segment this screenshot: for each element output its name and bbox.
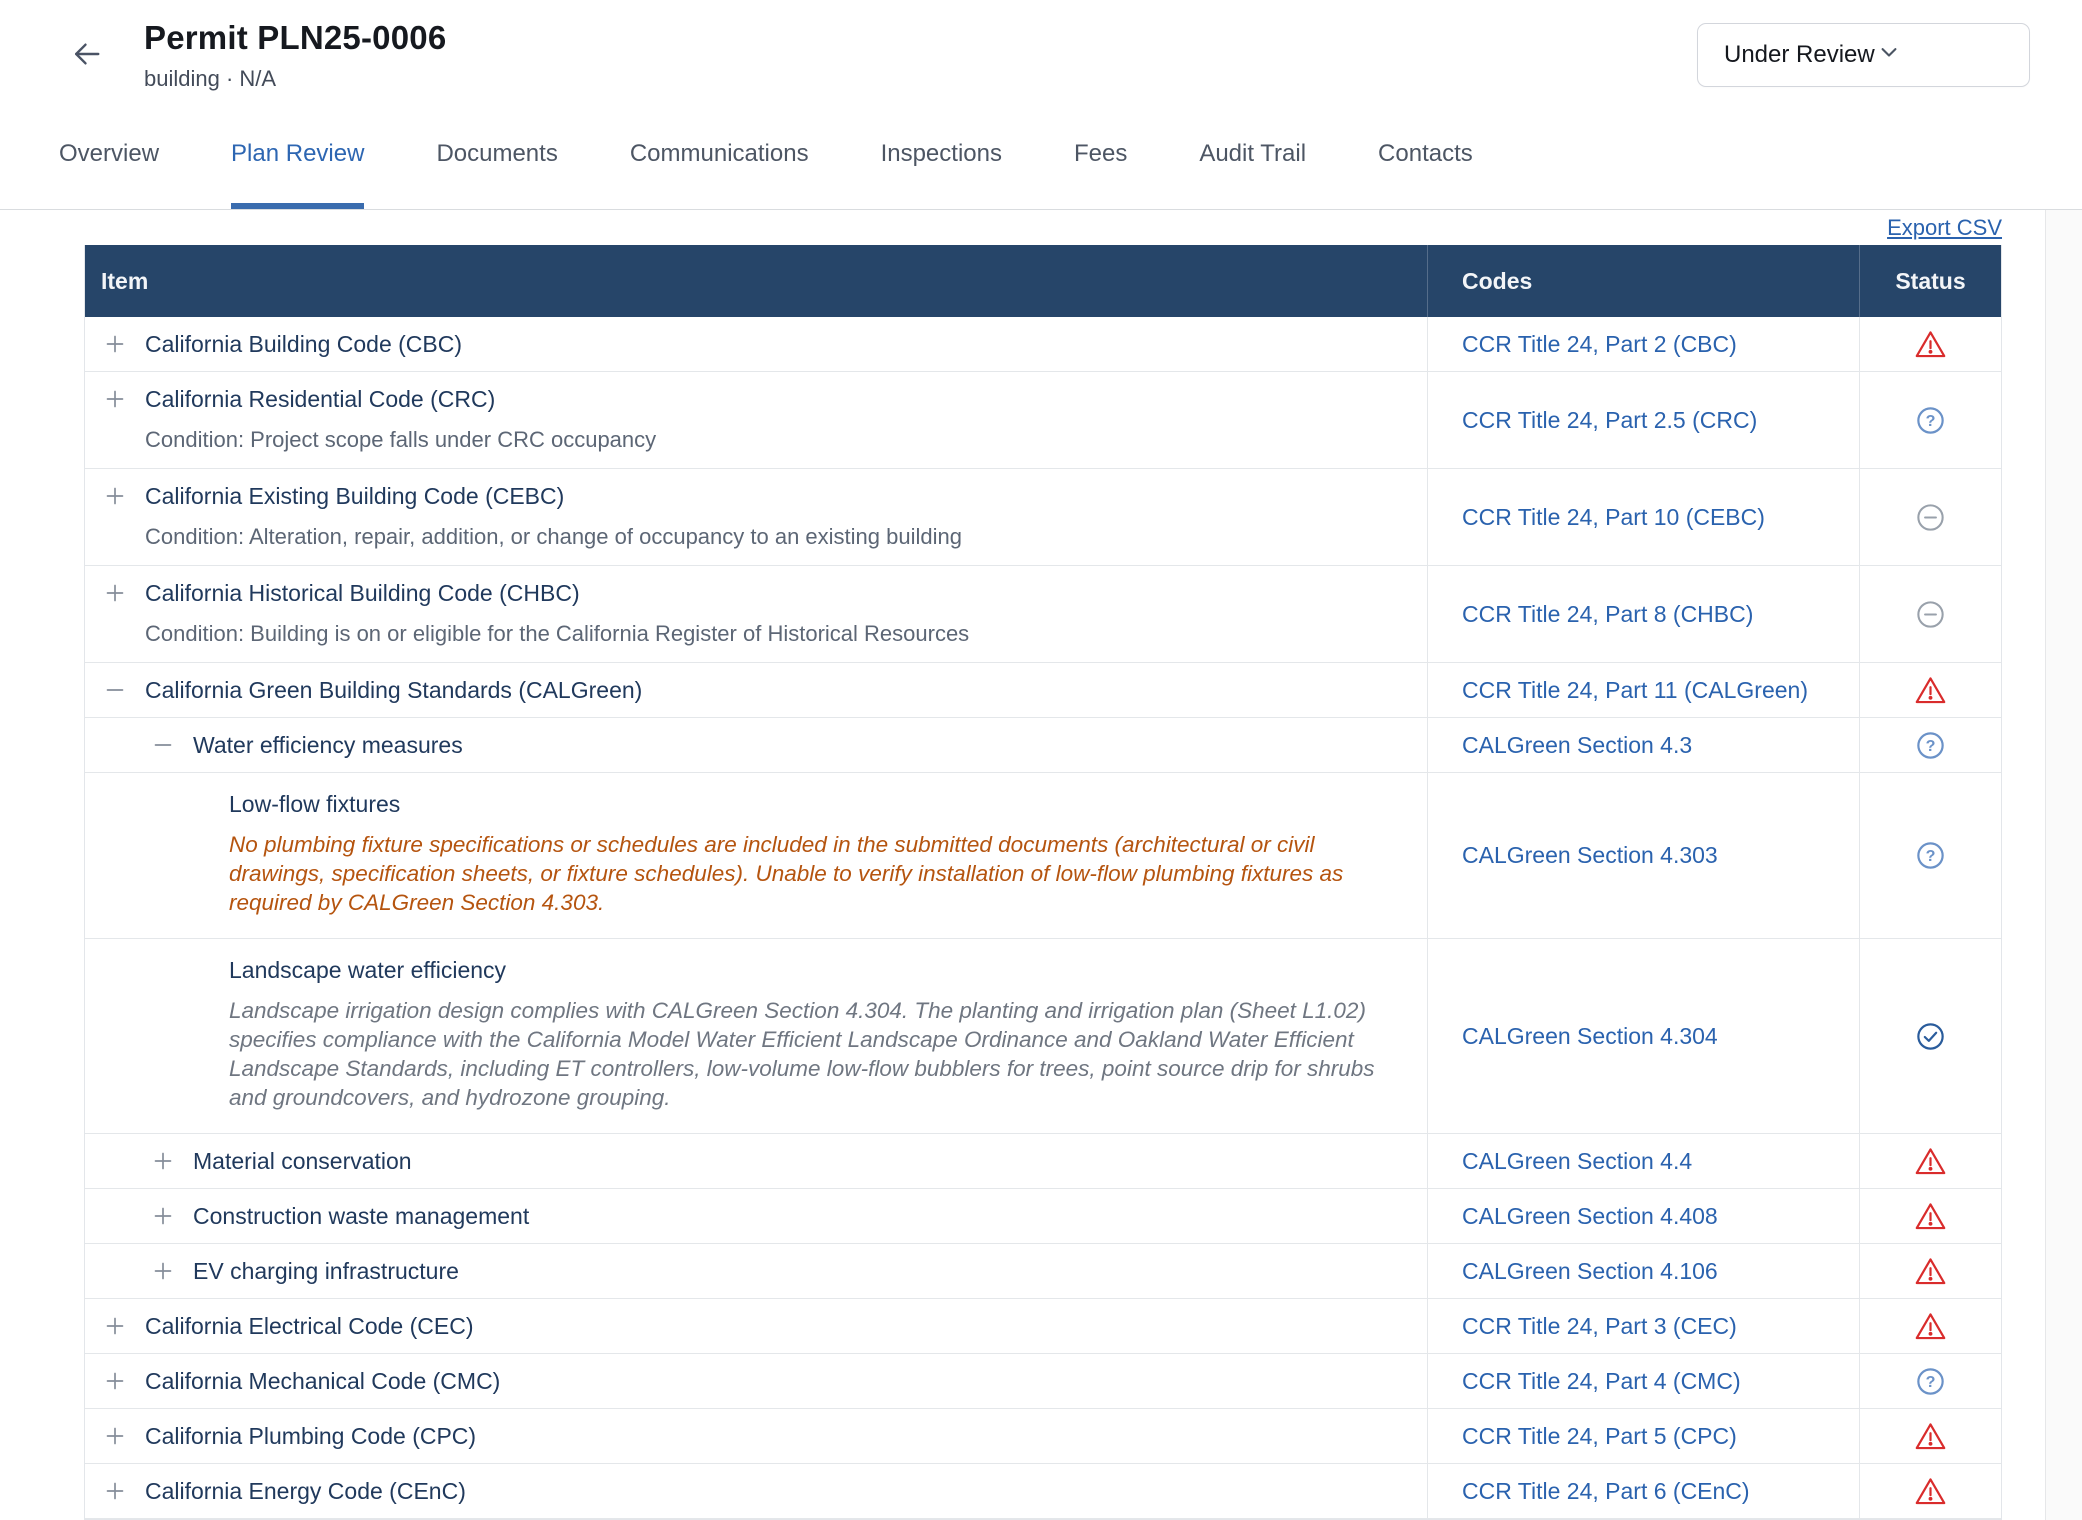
table-header-row — [85, 245, 2001, 317]
codes-cell — [1427, 1134, 1859, 1188]
item-title: Material conservation — [193, 1148, 412, 1174]
status-question-icon[interactable] — [1915, 730, 1946, 761]
page-header — [0, 0, 2082, 110]
code-link[interactable]: CCR Title 24, Part 6 (CEnC) — [1462, 1477, 1750, 1504]
status-cell — [1859, 663, 2001, 717]
item-title: EV charging infrastructure — [193, 1258, 459, 1284]
item-text-block — [145, 1422, 476, 1450]
codes-cell — [1427, 663, 1859, 717]
code-link[interactable]: CCR Title 24, Part 3 (CEC) — [1462, 1312, 1737, 1339]
table-row — [85, 1354, 2001, 1409]
item-title: California Electrical Code (CEC) — [145, 1313, 474, 1339]
back-button[interactable] — [63, 31, 111, 79]
code-link[interactable]: CCR Title 24, Part 11 (CALGreen) — [1462, 676, 1808, 703]
table-row — [85, 1299, 2001, 1354]
item-text-block — [145, 482, 962, 552]
item-title: California Green Building Standards (CALGreen) — [145, 677, 643, 703]
expand-plus-icon[interactable] — [151, 1149, 175, 1173]
tab-audit-trail[interactable]: Audit Trail — [1199, 140, 1307, 167]
status-dropdown[interactable] — [1697, 23, 2030, 87]
item-title: California Historical Building Code (CHBC) — [145, 580, 580, 606]
status-cell — [1859, 372, 2001, 468]
codes-cell — [1427, 1244, 1859, 1298]
tab-bar — [0, 110, 2082, 210]
item-text-block — [193, 1147, 412, 1175]
status-cell — [1859, 1189, 2001, 1243]
codes-cell — [1427, 773, 1859, 938]
status-cell — [1859, 1134, 2001, 1188]
item-title: California Existing Building Code (CEBC) — [145, 483, 565, 509]
page-subtitle: building · N/A — [144, 65, 277, 91]
table-row — [85, 1189, 2001, 1244]
status-excluded-icon[interactable] — [1915, 502, 1946, 533]
tab-overview[interactable]: Overview — [59, 140, 160, 167]
status-cell — [1859, 1354, 2001, 1408]
expand-plus-icon[interactable] — [103, 387, 127, 411]
item-title: Construction waste management — [193, 1203, 530, 1229]
item-title: California Mechanical Code (CMC) — [145, 1368, 501, 1394]
item-cell — [85, 773, 1427, 938]
status-question-icon[interactable] — [1915, 1366, 1946, 1397]
codes-cell — [1427, 1409, 1859, 1463]
item-cell — [85, 1189, 1427, 1243]
tab-inspections[interactable]: Inspections — [880, 140, 1002, 167]
code-link[interactable]: CCR Title 24, Part 2.5 (CRC) — [1462, 406, 1758, 433]
table-toolbar — [0, 210, 2082, 245]
tab-documents[interactable]: Documents — [436, 140, 558, 167]
item-cell — [85, 1134, 1427, 1188]
item-cell — [85, 469, 1427, 565]
status-warning-icon[interactable] — [1914, 1311, 1947, 1342]
svg-text:?: ? — [1925, 411, 1936, 430]
page-title: Permit PLN25-0006 — [144, 18, 447, 56]
arrow-left-icon — [69, 36, 105, 75]
table-row — [85, 566, 2001, 663]
item-text-block — [193, 1257, 459, 1285]
codes-cell — [1427, 1464, 1859, 1518]
codes-cell — [1427, 1354, 1859, 1408]
item-text-block — [229, 790, 1399, 917]
expand-plus-icon[interactable] — [103, 484, 127, 508]
column-header-item: Item — [101, 267, 149, 294]
code-link[interactable]: CCR Title 24, Part 4 (CMC) — [1462, 1367, 1741, 1394]
codes-cell — [1427, 1299, 1859, 1353]
table-row — [85, 663, 2001, 718]
status-warning-icon[interactable] — [1914, 329, 1947, 360]
expand-plus-icon[interactable] — [103, 1369, 127, 1393]
codes-cell — [1427, 1189, 1859, 1243]
status-cell — [1859, 1299, 2001, 1353]
item-text-block — [145, 1312, 474, 1340]
table-row — [85, 317, 2001, 372]
status-pass-icon[interactable] — [1915, 1021, 1946, 1052]
finding-note: Landscape irrigation design complies with CALGreen Section 4.304. The planting and irrigation plan (Sheet L1.02) specifies compliance with the California Model Water Efficient Landscape Ordinance and Oakland Water Efficient Landscape Standards, including ET controllers, low-volume low-flow bubblers for trees, point source drip for shrubs and groundcovers, and hydrozone grouping. — [229, 998, 1375, 1110]
status-cell — [1859, 317, 2001, 371]
finding-note: No plumbing fixture specifications or schedules are included in the submitted documents (architectural or civil drawings, specification sheets, or fixture schedules). Unable to verify installation of low-flow plumbing fixtures as required by CALGreen Section 4.303. — [229, 832, 1344, 915]
table-row — [85, 1244, 2001, 1299]
item-title: California Building Code (CBC) — [145, 331, 463, 357]
expand-plus-icon[interactable] — [151, 1204, 175, 1228]
status-question-icon[interactable] — [1915, 840, 1946, 871]
item-cell — [85, 1354, 1427, 1408]
collapse-minus-icon[interactable] — [103, 678, 127, 702]
code-link[interactable]: CCR Title 24, Part 8 (CHBC) — [1462, 600, 1754, 627]
codes-cell — [1427, 566, 1859, 662]
code-link[interactable]: CALGreen Section 4.304 — [1462, 1022, 1718, 1049]
codes-cell — [1427, 317, 1859, 371]
status-question-icon[interactable] — [1915, 405, 1946, 436]
column-header-status: Status — [1859, 245, 2001, 317]
tab-communications[interactable]: Communications — [629, 140, 809, 167]
tab-plan-review[interactable]: Plan Review — [231, 140, 364, 209]
status-warning-icon[interactable] — [1914, 1256, 1947, 1287]
item-text-block — [145, 330, 462, 358]
status-warning-icon[interactable] — [1914, 1201, 1947, 1232]
status-dropdown-label: Under Review — [1724, 41, 1875, 68]
code-link[interactable]: CCR Title 24, Part 10 (CEBC) — [1462, 503, 1765, 530]
item-cell — [85, 1299, 1427, 1353]
svg-text:?: ? — [1925, 846, 1936, 865]
item-text-block — [229, 956, 1399, 1112]
status-warning-icon[interactable] — [1914, 1146, 1947, 1177]
item-text-block — [193, 731, 463, 759]
status-warning-icon[interactable] — [1914, 1421, 1947, 1452]
status-cell — [1859, 1409, 2001, 1463]
item-text-block — [145, 676, 642, 704]
table-row — [85, 469, 2001, 566]
codes-cell — [1427, 939, 1859, 1133]
item-title: Landscape water efficiency — [229, 957, 507, 983]
expand-plus-icon[interactable] — [151, 1259, 175, 1283]
code-link[interactable]: CCR Title 24, Part 5 (CPC) — [1462, 1422, 1737, 1449]
status-cell — [1859, 1244, 2001, 1298]
column-header-codes: Codes — [1427, 245, 1859, 317]
item-title: California Residential Code (CRC) — [145, 386, 496, 412]
expand-plus-icon[interactable] — [103, 332, 127, 356]
code-link[interactable]: CCR Title 24, Part 2 (CBC) — [1462, 330, 1737, 357]
item-title: Water efficiency measures — [193, 732, 463, 758]
item-title: Low-flow fixtures — [229, 791, 401, 817]
expand-plus-icon[interactable] — [103, 1314, 127, 1338]
table-row — [85, 939, 2001, 1134]
table-row — [85, 718, 2001, 773]
condition-text: Condition: Alteration, repair, addition, or change of occupancy to an existing building — [145, 524, 962, 549]
codes-cell — [1427, 718, 1859, 772]
expand-plus-icon[interactable] — [103, 1424, 127, 1448]
status-cell — [1859, 939, 2001, 1133]
tab-fees[interactable]: Fees — [1073, 140, 1128, 167]
item-text-block — [145, 1367, 500, 1395]
export-csv-link[interactable]: Export CSV — [1887, 214, 2002, 240]
status-cell — [1859, 1464, 2001, 1518]
item-cell — [85, 939, 1427, 1133]
status-cell — [1859, 718, 2001, 772]
item-text-block — [145, 385, 656, 455]
code-link[interactable]: CALGreen Section 4.3 — [1462, 731, 1693, 758]
item-title: California Plumbing Code (CPC) — [145, 1423, 477, 1449]
svg-text:?: ? — [1925, 1372, 1936, 1391]
table-row — [85, 1134, 2001, 1189]
expand-plus-icon[interactable] — [103, 1479, 127, 1503]
status-cell — [1859, 469, 2001, 565]
plan-review-table — [84, 245, 2002, 1520]
item-cell — [85, 718, 1427, 772]
codes-cell — [1427, 372, 1859, 468]
table-row — [85, 1409, 2001, 1464]
status-cell — [1859, 773, 2001, 938]
status-cell — [1859, 566, 2001, 662]
codes-cell — [1427, 469, 1859, 565]
collapse-minus-icon[interactable] — [151, 733, 175, 757]
item-cell — [85, 566, 1427, 662]
status-warning-icon[interactable] — [1914, 675, 1947, 706]
table-body — [85, 317, 2001, 1519]
item-title: California Energy Code (CEnC) — [145, 1478, 466, 1504]
item-cell — [85, 372, 1427, 468]
item-cell — [85, 1464, 1427, 1518]
item-text-block — [145, 579, 969, 649]
item-cell — [85, 663, 1427, 717]
code-link[interactable]: CALGreen Section 4.303 — [1462, 842, 1718, 868]
item-text-block — [145, 1477, 466, 1505]
scrollbar-gutter[interactable] — [2045, 210, 2082, 1520]
status-excluded-icon[interactable] — [1915, 599, 1946, 630]
item-text-block — [193, 1202, 529, 1230]
tab-contacts[interactable]: Contacts — [1378, 140, 1473, 167]
item-cell — [85, 1409, 1427, 1463]
svg-text:?: ? — [1925, 736, 1936, 755]
table-row — [85, 1464, 2001, 1519]
status-warning-icon[interactable] — [1914, 1476, 1947, 1507]
condition-text: Condition: Project scope falls under CRC occupancy — [145, 427, 657, 452]
table-row — [85, 372, 2001, 469]
code-link[interactable]: CALGreen Section 4.408 — [1462, 1202, 1718, 1229]
title-block — [144, 19, 446, 92]
item-cell — [85, 1244, 1427, 1298]
table-row — [85, 773, 2001, 939]
condition-text: Condition: Building is on or eligible for the California Register of Historical Resources — [145, 621, 970, 646]
code-link[interactable]: CALGreen Section 4.106 — [1462, 1257, 1718, 1284]
chevron-down-icon — [1875, 38, 1903, 73]
code-link[interactable]: CALGreen Section 4.4 — [1462, 1147, 1693, 1174]
expand-plus-icon[interactable] — [103, 581, 127, 605]
item-cell — [85, 317, 1427, 371]
